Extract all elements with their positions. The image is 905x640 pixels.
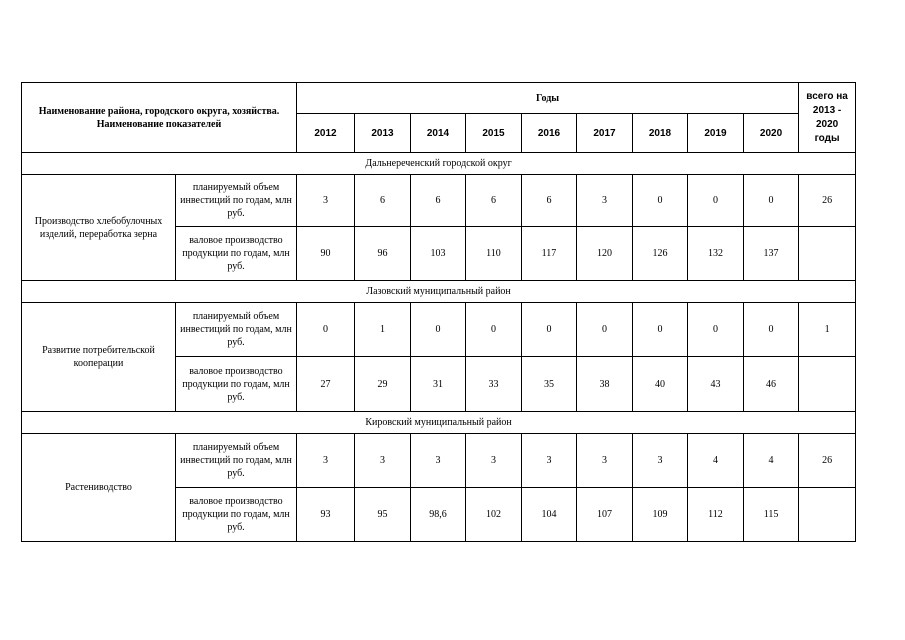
value-cell: 102 (466, 488, 522, 542)
section-title: Дальнереченский городской округ (22, 153, 856, 175)
value-cell: 40 (633, 357, 688, 412)
value-cell: 0 (411, 303, 466, 357)
value-cell: 27 (297, 357, 355, 412)
value-cell: 132 (688, 227, 744, 281)
header-year: 2013 (355, 114, 411, 153)
value-cell: 35 (522, 357, 577, 412)
value-cell: 0 (688, 175, 744, 227)
value-cell: 3 (577, 434, 633, 488)
section-title: Лазовский муниципальный район (22, 281, 856, 303)
header-year: 2012 (297, 114, 355, 153)
value-cell: 6 (411, 175, 466, 227)
total-cell (799, 227, 856, 281)
value-cell: 120 (577, 227, 633, 281)
activity-name: Растениводство (22, 434, 176, 542)
table-row (22, 434, 856, 488)
value-cell: 46 (744, 357, 799, 412)
value-cell: 31 (411, 357, 466, 412)
indicator-name: валовое производство продукции по годам, млн руб. (176, 357, 297, 412)
indicator-name: планируемый объем инвестиций по годам, млн руб. (176, 434, 297, 488)
value-cell: 4 (688, 434, 744, 488)
value-cell: 3 (297, 175, 355, 227)
indicator-name: валовое производство продукции по годам, млн руб. (176, 488, 297, 542)
value-cell: 3 (522, 434, 577, 488)
value-cell: 95 (355, 488, 411, 542)
header-year: 2018 (633, 114, 688, 153)
value-cell: 107 (577, 488, 633, 542)
value-cell: 1 (355, 303, 411, 357)
value-cell: 29 (355, 357, 411, 412)
value-cell: 3 (577, 175, 633, 227)
header-years: Годы (297, 83, 799, 114)
header-total-line2: 2013 - 2020 (812, 104, 842, 130)
value-cell: 4 (744, 434, 799, 488)
value-cell: 115 (744, 488, 799, 542)
header-year: 2020 (744, 114, 799, 153)
activity-name: Производство хлебобулочных изделий, переработка зерна (22, 175, 176, 281)
investment-table-sheet (21, 82, 855, 542)
value-cell: 96 (355, 227, 411, 281)
header-year: 2017 (577, 114, 633, 153)
indicator-name: валовое производство продукции по годам, млн руб. (176, 227, 297, 281)
value-cell: 38 (577, 357, 633, 412)
value-cell: 0 (744, 303, 799, 357)
value-cell: 0 (577, 303, 633, 357)
activity-name: Развитие потребительской кооперации (22, 303, 176, 412)
value-cell: 3 (297, 434, 355, 488)
value-cell: 126 (633, 227, 688, 281)
value-cell: 109 (633, 488, 688, 542)
value-cell: 90 (297, 227, 355, 281)
value-cell: 0 (297, 303, 355, 357)
value-cell: 3 (411, 434, 466, 488)
value-cell: 0 (522, 303, 577, 357)
value-cell: 43 (688, 357, 744, 412)
indicator-name: планируемый объем инвестиций по годам, млн руб. (176, 303, 297, 357)
value-cell: 3 (355, 434, 411, 488)
total-cell: 26 (799, 175, 856, 227)
total-cell: 1 (799, 303, 856, 357)
total-cell (799, 357, 856, 412)
table-row (22, 175, 856, 227)
table-row (22, 303, 856, 357)
value-cell: 104 (522, 488, 577, 542)
value-cell: 0 (633, 303, 688, 357)
value-cell: 0 (633, 175, 688, 227)
header-year: 2015 (466, 114, 522, 153)
header-name-line1: Наименование района, городского округа, хозяйства. (38, 105, 280, 117)
value-cell: 6 (466, 175, 522, 227)
value-cell: 6 (355, 175, 411, 227)
value-cell: 6 (522, 175, 577, 227)
header-total-line3: годы (814, 132, 840, 144)
indicator-name: планируемый объем инвестиций по годам, млн руб. (176, 175, 297, 227)
investment-table (21, 82, 856, 542)
section-title: Кировский муниципальный район (22, 412, 856, 434)
header-name-line2: Наименование показателей (96, 118, 222, 130)
header-year: 2016 (522, 114, 577, 153)
value-cell: 112 (688, 488, 744, 542)
value-cell: 110 (466, 227, 522, 281)
value-cell: 0 (744, 175, 799, 227)
value-cell: 0 (688, 303, 744, 357)
value-cell: 137 (744, 227, 799, 281)
value-cell: 98,6 (411, 488, 466, 542)
value-cell: 0 (466, 303, 522, 357)
header-total-line1: всего на (806, 90, 848, 102)
total-cell: 26 (799, 434, 856, 488)
value-cell: 103 (411, 227, 466, 281)
header-total-cell (799, 83, 856, 153)
header-year: 2019 (688, 114, 744, 153)
value-cell: 33 (466, 357, 522, 412)
value-cell: 3 (466, 434, 522, 488)
value-cell: 3 (633, 434, 688, 488)
value-cell: 93 (297, 488, 355, 542)
header-name-cell (22, 83, 297, 153)
value-cell: 117 (522, 227, 577, 281)
total-cell (799, 488, 856, 542)
header-year: 2014 (411, 114, 466, 153)
